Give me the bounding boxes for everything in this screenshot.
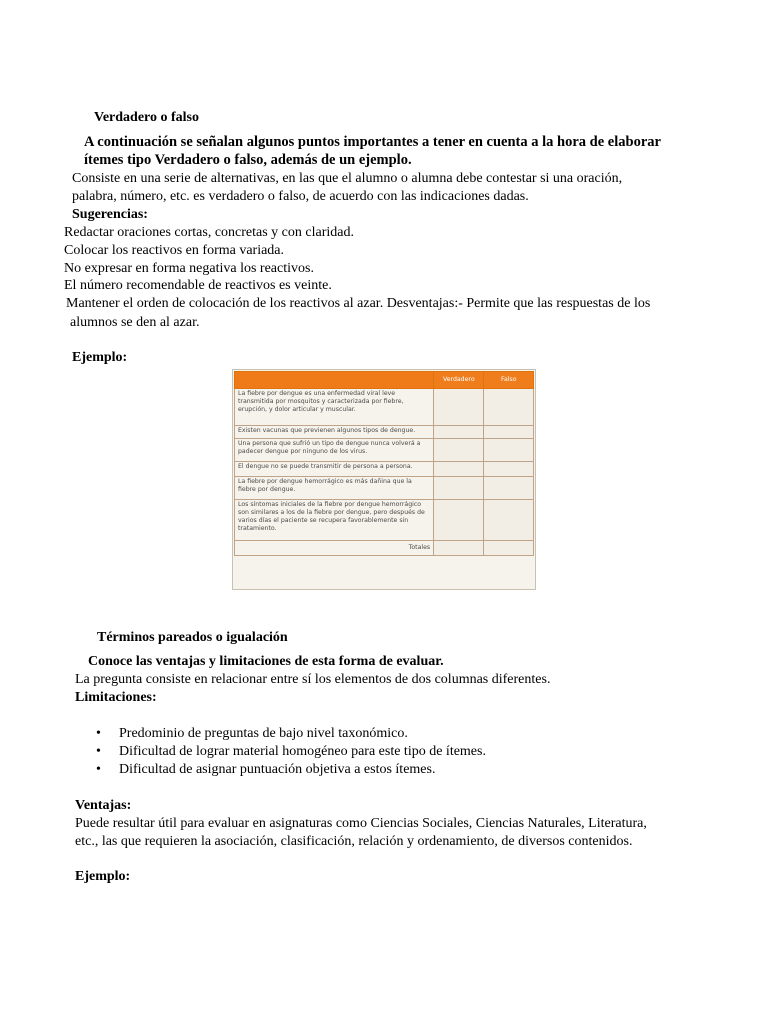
suggestion-item: No expresar en forma negativa los reactivos. (64, 261, 314, 276)
section2-description: La pregunta consiste en relacionar entre sí los elementos de dos columnas diferentes. (75, 672, 551, 687)
table-totals-row (235, 541, 534, 556)
statement-text: La fiebre por dengue hemorrágico es más dañina que la fiebre por dengue. (238, 478, 412, 493)
description-line-2: palabra, número, etc. es verdadero o falso, de acuerdo con las indicaciones dadas. (72, 189, 529, 204)
advantages-line-1: Puede resultar útil para evaluar en asignaturas como Ciencias Sociales, Ciencias Naturales, Literatura, (75, 816, 647, 831)
intro-line-2: ítemes tipo Verdadero o falso, además de un ejemplo. (84, 152, 412, 168)
intro-line-1: A continuación se señalan algunos puntos importantes a tener en cuenta a la hora de elaborar (84, 134, 661, 150)
limitation-item: Predominio de preguntas de bajo nivel taxonómico. (119, 726, 408, 741)
table-row (235, 477, 534, 500)
table-header-true: Verdadero (434, 372, 484, 389)
section-title-matching: Términos pareados o igualación (97, 630, 288, 645)
totals-label: Totales (235, 541, 434, 556)
statement-text: Los síntomas iniciales de la fiebre por dengue hemorrágico son similares a los de la fiebre por dengue, pero después de varios días el paciente se recupera favorablemente sin tratamiento. (238, 501, 425, 532)
statement-text: Existen vacunas que previenen algunos tipos de dengue. (238, 427, 416, 434)
bullet-icon: • (96, 744, 101, 759)
suggestion-continuation: alumnos se den al azar. (70, 315, 200, 330)
section-title-true-false: Verdadero o falso (94, 110, 199, 125)
statement-text: El dengue no se puede transmitir de persona a persona. (238, 463, 413, 470)
table-row (235, 389, 534, 426)
suggestion-item: El número recomendable de reactivos es veinte. (64, 278, 332, 293)
true-false-example-table (232, 369, 536, 590)
table-header-false: Falso (484, 372, 534, 389)
table-row (235, 462, 534, 477)
section2-subtitle: Conoce las ventajas y limitaciones de esta forma de evaluar. (88, 654, 444, 669)
suggestion-item: Colocar los reactivos en forma variada. (64, 243, 285, 258)
statement-text: Una persona que sufrió un tipo de dengue nunca volverá a padecer dengue por ninguno de los virus. (238, 440, 421, 455)
suggestion-item: Redactar oraciones cortas, concretas y con claridad. (64, 225, 354, 240)
table-row (235, 500, 534, 541)
table-row (235, 426, 534, 439)
advantages-heading: Ventajas: (75, 798, 132, 813)
bullet-icon: • (96, 726, 101, 741)
bullet-icon: • (96, 762, 101, 777)
limitation-item: Dificultad de asignar puntuación objetiva a estos ítemes. (119, 762, 436, 777)
example-label-1: Ejemplo: (72, 350, 128, 365)
description-line-1: Consiste en una serie de alternativas, en las que el alumno o alumna debe contestar si una oración, (72, 171, 623, 186)
suggestions-heading: Sugerencias: (72, 207, 148, 222)
table-row (235, 439, 534, 462)
table-header-blank (235, 372, 434, 389)
suggestion-item: Mantener el orden de colocación de los reactivos al azar. Desventajas:- Permite que las respuestas de los (66, 296, 651, 311)
limitations-heading: Limitaciones: (75, 690, 157, 705)
advantages-line-2: etc., las que requieren la asociación, clasificación, relación y ordenamiento, de diversos contenidos. (75, 834, 633, 849)
limitation-item: Dificultad de lograr material homogéneo para este tipo de ítemes. (119, 744, 486, 759)
example-label-2: Ejemplo: (75, 869, 131, 884)
statement-text: La fiebre por dengue es una enfermedad viral leve transmitida por mosquitos y caracterizada por fiebre, erupción, y dolor articular y muscular. (238, 390, 404, 413)
